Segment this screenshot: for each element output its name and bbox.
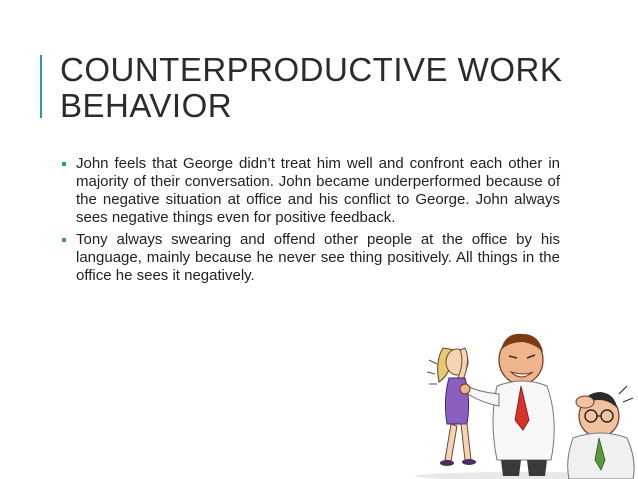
slide-title [60, 52, 580, 124]
title-accent-bar [40, 55, 42, 118]
title-line-2: BEHAVIOR [60, 87, 233, 124]
woman-figure [438, 348, 476, 466]
square-bullet-icon [62, 162, 66, 166]
bullet-text: Tony always swearing and offend other people at the office by his language, mainly because he never see thing positively. All things in the office he sees it negatively. [76, 231, 560, 284]
upset-man-figure [568, 386, 634, 479]
bullet-text: John feels that George didn’t treat him well and confront each other in majority of their conversation. John became underperformed because of the negative situation at office and his conflict to George. John always sees negative things even for positive feedback. [76, 155, 560, 226]
square-bullet-icon [62, 238, 66, 242]
bullet-list [60, 155, 560, 289]
bullet-item [60, 231, 560, 285]
bullet-item [60, 155, 560, 227]
office-conflict-illustration [405, 320, 638, 479]
angry-man-figure [460, 334, 554, 476]
title-line-1: COUNTERPRODUCTIVE WORK [60, 51, 563, 88]
